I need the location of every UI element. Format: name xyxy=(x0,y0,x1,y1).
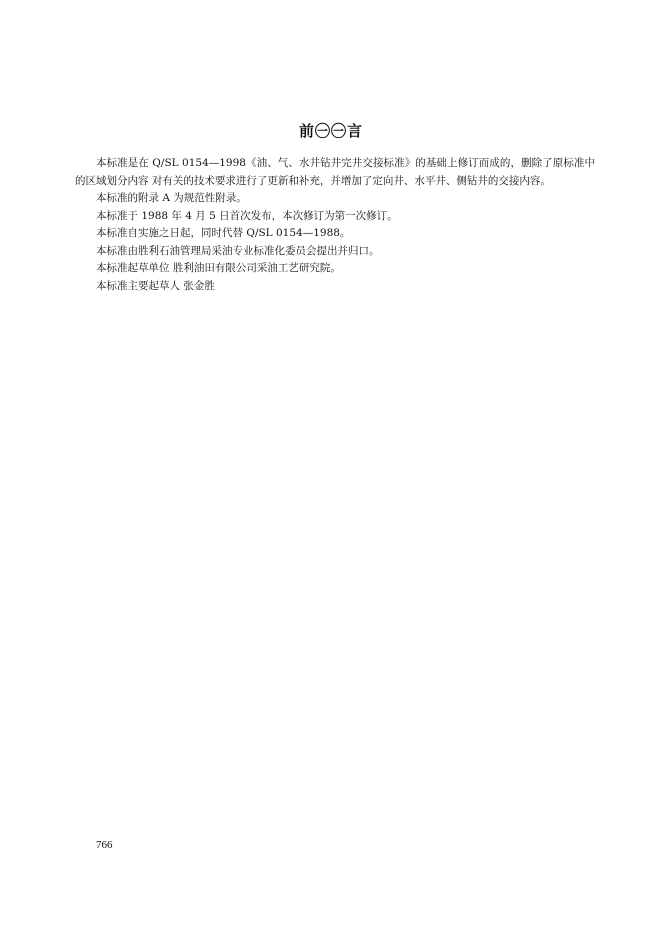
paragraph-revision-basis: 本标准是在 Q/SL 0154—1998《油、气、水井钻井完井交接标准》的基础上修订而成的，删除了原标准中的区域划分内容 对有关的技术要求进行了更新和补充，并增加了定向井、水平井、侧钻井的交接内容。 xyxy=(75,157,595,187)
paragraph-drafters: 本标准主要起草人 张金胜 xyxy=(96,279,215,292)
paragraph-drafting-unit: 本标准起草单位 胜利油田有限公司采油工艺研究院。 xyxy=(96,262,341,274)
page-title: 前㊀㊀言 xyxy=(298,122,363,140)
foreword-body xyxy=(75,155,595,295)
paragraph-replacement: 本标准自实施之日起，同时代替 Q/SL 0154—1988。 xyxy=(96,227,351,239)
paragraph-appendix: 本标准的附录 A 为规范性附录。 xyxy=(96,192,247,204)
paragraph-release-history: 本标准于 1988 年 4 月 5 日首次发布，本次修订为第一次修订。 xyxy=(96,209,398,222)
page-number: 766 xyxy=(96,839,113,851)
paragraph-proposer: 本标准由胜利石油管理局采油专业标准化委员会提出并归口。 xyxy=(96,244,380,257)
